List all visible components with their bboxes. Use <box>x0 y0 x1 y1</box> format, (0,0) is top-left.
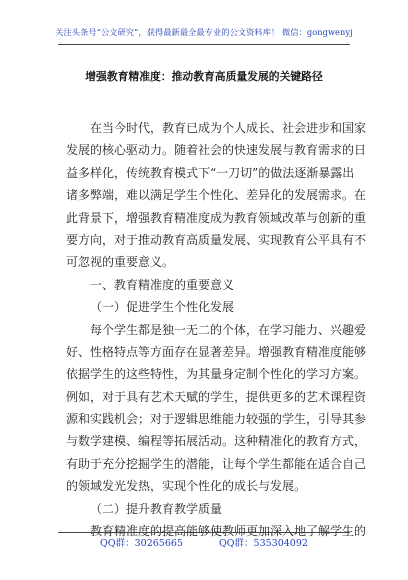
qq-group-2: QQ群：535304092 <box>218 538 308 549</box>
paragraph-line: 教育精准度的提高能够使教师更加深入地了解学生的 <box>90 524 367 539</box>
subsection-heading: （二）提升教育教学质量 <box>90 501 223 516</box>
paragraph-line: 益多样化，传统教育模式下“一刀切”的做法逐渐暴露出 <box>66 165 355 180</box>
paragraph-line: 此背景下，增强教育精准度成为教育领域改革与创新的重 <box>66 210 367 225</box>
paragraph-line: 源和实践机会；对于逻辑思维能力较强的学生，引导其参 <box>66 412 367 427</box>
paragraph-line: 每个学生都是独一无二的个体，在学习能力、兴趣爱 <box>90 322 367 337</box>
footer-divider <box>58 532 350 533</box>
header-divider <box>58 44 350 45</box>
paragraph-line: 发展的核心驱动力。随着社会的快速发展与教育需求的日 <box>66 143 367 158</box>
document-title: 增强教育精准度：推动教育高质量发展的关键路径 <box>85 70 323 83</box>
paragraph-line: 依据学生的这些特性，为其量身定制个性化的学习方案。 <box>66 367 367 382</box>
footer-contacts <box>0 535 408 549</box>
paragraph-line: 在当今时代，教育已成为个人成长、社会进步和国家 <box>90 121 367 135</box>
paragraph-line: 要方向，对于推动教育高质量发展、实现教育公平具有不 <box>66 232 367 247</box>
subsection-heading: （一）促进学生个性化发展 <box>90 300 235 315</box>
qq-group-1: QQ群：30265665 <box>100 538 183 549</box>
section-heading: 一、教育精准度的重要意义 <box>90 277 235 292</box>
paragraph-line: 与数学建模、编程等拓展活动。这种精准化的教育方式， <box>66 434 367 449</box>
paragraph-line: 例如，对于具有艺术天赋的学生，提供更多的艺术课程资 <box>66 389 367 404</box>
paragraph-line: 的领域发光发热，实现个性化的成长与发展。 <box>66 479 307 494</box>
paragraph-line: 可忽视的重要意义。 <box>66 255 175 270</box>
header-notice: 关注头条号“公文研究”，获得最新最全最专业的公文资料库！ 微信：gongwenyj <box>55 27 353 37</box>
paragraph-line: 有助于充分挖掘学生的潜能，让每个学生都能在适合自己 <box>66 456 367 471</box>
document-body <box>66 117 367 542</box>
paragraph-line: 诸多弊端，难以满足学生个性化、差异化的发展需求。在 <box>66 188 367 203</box>
paragraph-line: 好、性格特点等方面存在显著差异。增强教育精准度能够 <box>66 344 367 359</box>
